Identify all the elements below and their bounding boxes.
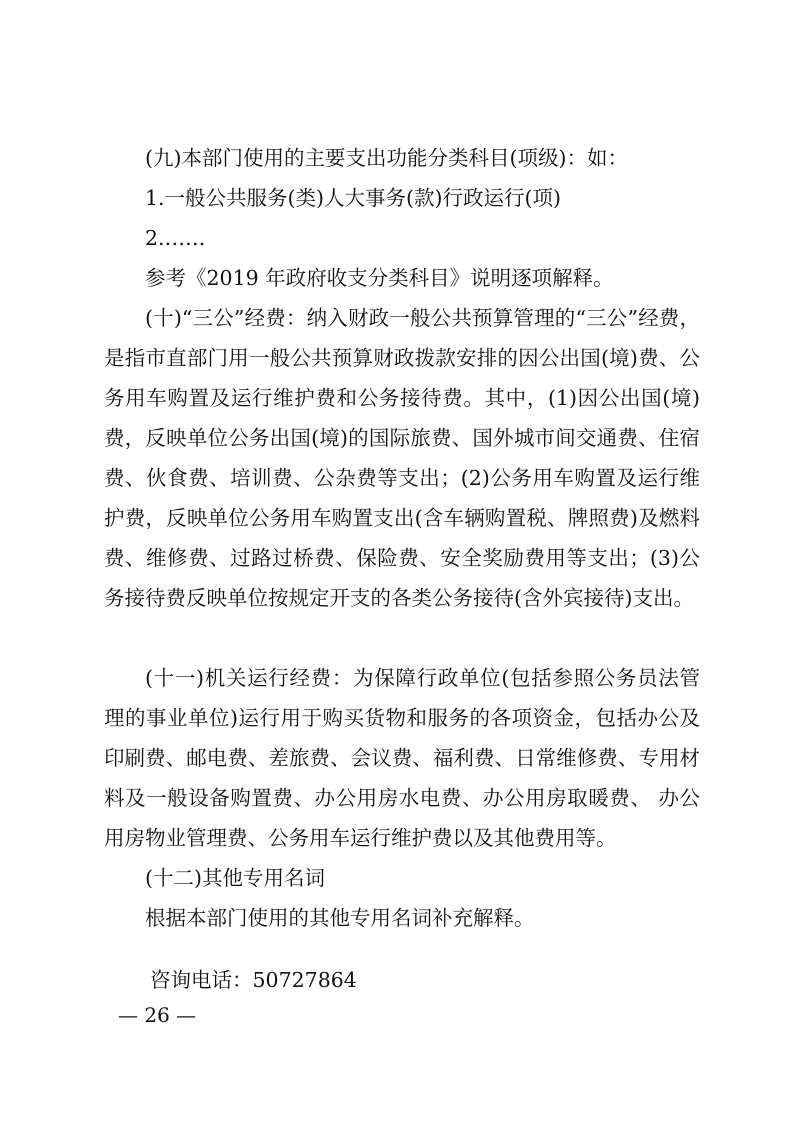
page-number: — 26 —: [118, 1003, 197, 1027]
item-12-body: 根据本部门使用的其他专用名词补充解释。: [145, 906, 535, 930]
item-11-paragraph: (十一)机关运行经费：为保障行政单位(包括参照公务员法管理的事业单位)运行用于购买货物和服务的各项资金，包括办公及印刷费、邮电费、差旅费、会议费、福利费、日常维修费、专用材料及一般设备购置费、办公用房水电费、办公用房取暖费、 办公用房物业管理费、公务用车运行维护费以及其他费用等。: [104, 666, 700, 850]
item-12-heading: (十二)其他专用名词: [145, 866, 325, 890]
contact-phone: 咨询电话：50727864: [150, 968, 357, 992]
item-9-example-1: 1.一般公共服务(类)人大事务(款)行政运行(项): [145, 186, 562, 210]
item-9-heading: (九)本部门使用的主要支出功能分类科目(项级)：如：: [145, 146, 628, 170]
item-10-paragraph: (十)“三公”经费：纳入财政一般公共预算管理的“三公”经费，是指市直部门用一般公共预算财政拨款安排的因公出国(境)费、公务用车购置及运行维护费和公务接待费。其中，(1)因公出国(境)费，反映单位公务出国(境)的国际旅费、国外城市间交通费、住宿费、伙食费、培训费、公杂费等支出；(2)公务用车购置及运行维护费，反映单位公务用车购置支出(含车辆购置税、牌照费)及燃料费、维修费、过路过桥费、保险费、安全奖励费用等支出；(3)公务接待费反映单位按规定开支的各类公务接待(含外宾接待)支出。: [104, 306, 700, 610]
item-9-note: 参考《2019 年政府收支分类科目》说明逐项解释。: [145, 266, 614, 290]
item-9-example-2: 2.……: [145, 226, 206, 250]
